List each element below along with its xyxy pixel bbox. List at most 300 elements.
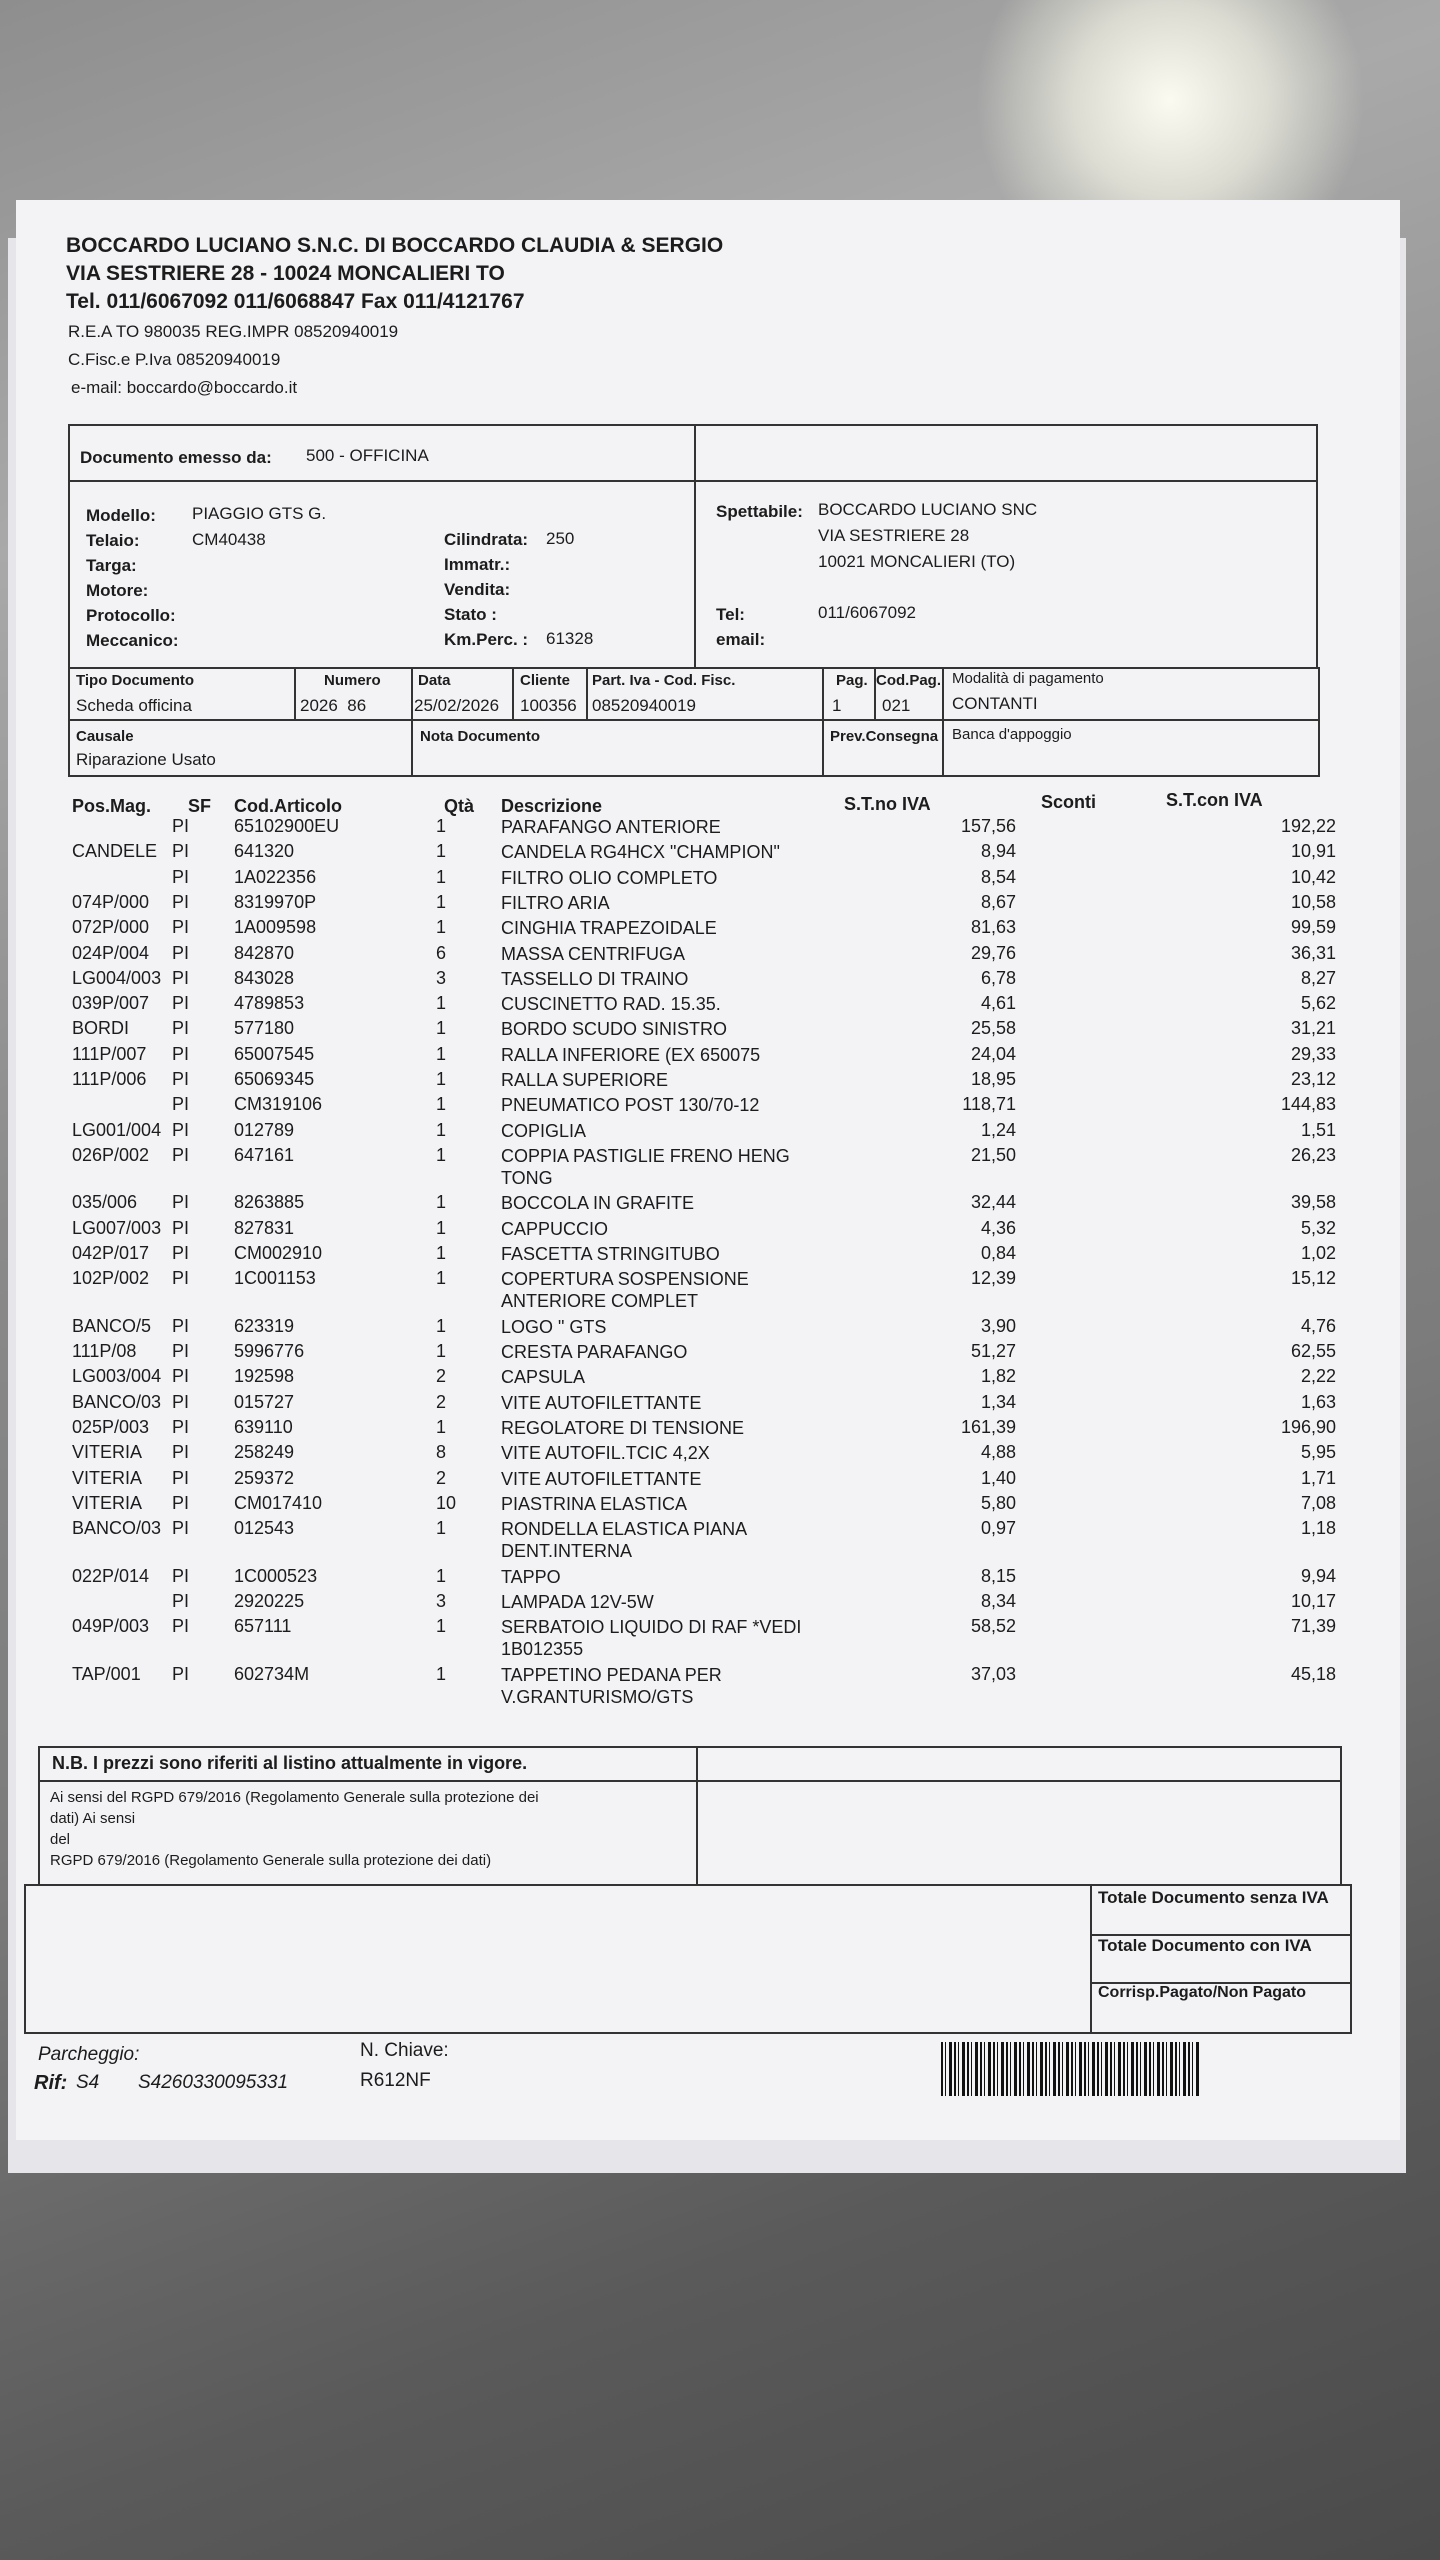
targa-label: Targa:: [86, 556, 137, 575]
row-total-iva: 10,17: [1290, 1591, 1336, 1611]
row-qty: 1: [436, 1616, 447, 1637]
causale-value: Riparazione Usato: [76, 750, 216, 769]
row-qty: 1: [436, 1417, 447, 1437]
row-pos: CANDELE: [72, 841, 158, 862]
row-article: 827831: [234, 1217, 295, 1238]
table-row: [16, 1442, 1400, 1467]
row-article: 1A022356: [234, 866, 317, 887]
table-row: [16, 841, 1400, 866]
row-article: 65069345: [234, 1069, 315, 1089]
row-total-iva: 10,91: [1290, 841, 1336, 862]
row-sf: PI: [172, 816, 190, 836]
row-article: 8263885: [234, 1192, 305, 1213]
row-pos: 102P/002: [72, 1268, 150, 1289]
modello-value: PIAGGIO GTS G.: [192, 504, 327, 523]
row-description: TASSELLO DI TRAINO: [501, 968, 689, 989]
row-pos: 049P/003: [72, 1616, 150, 1637]
row-pos: BANCO/03: [72, 1391, 162, 1412]
chiave-value: R612NF: [360, 2070, 431, 2091]
chiave-label: N. Chiave:: [360, 2040, 449, 2061]
row-pos: LG004/003: [72, 967, 162, 988]
table-row: [16, 1218, 1400, 1243]
row-total-no-iva: 21,50: [970, 1144, 1016, 1165]
row-total-iva: 71,39: [1290, 1616, 1336, 1637]
row-total-iva: 1,18: [1300, 1518, 1336, 1539]
table-row: [16, 1192, 1400, 1217]
row-qty: 1: [436, 816, 447, 836]
row-total-no-iva: 12,39: [970, 1268, 1016, 1289]
col-st: S.T.no IVA: [844, 794, 931, 814]
row-article: 1C000523: [234, 1565, 318, 1586]
row-description: FASCETTA STRINGITUBO: [501, 1244, 720, 1264]
row-article: CM017410: [234, 1492, 323, 1513]
row-sf: PI: [172, 1192, 190, 1213]
row-total-no-iva: 0,97: [980, 1518, 1016, 1539]
row-qty: 1: [436, 841, 447, 862]
row-qty: 8: [436, 1442, 447, 1463]
table-row: [16, 1591, 1400, 1616]
modalita-value: CONTANTI: [952, 694, 1038, 713]
prev-label: Prev.Consegna: [830, 728, 939, 745]
table-row: [16, 1417, 1400, 1442]
piva-value: 08520940019: [592, 696, 697, 715]
customer-street: VIA SESTRIERE 28: [818, 526, 970, 545]
row-qty: 1: [436, 1268, 447, 1289]
row-sf: PI: [172, 1467, 190, 1488]
row-description: CRESTA PARAFANGO: [501, 1342, 688, 1363]
row-article: 843028: [234, 967, 295, 988]
stato-label: Stato :: [444, 605, 497, 624]
row-sf: PI: [172, 942, 190, 963]
table-row: [16, 968, 1400, 993]
divider: [38, 1780, 1342, 1782]
divider: [294, 667, 296, 719]
row-total-no-iva: 161,39: [960, 1417, 1016, 1437]
protocollo-label: Protocollo:: [86, 606, 176, 625]
row-total-no-iva: 4,88: [980, 1442, 1016, 1463]
row-total-no-iva: 24,04: [970, 1043, 1016, 1064]
row-total-no-iva: 25,58: [970, 1018, 1016, 1039]
row-total-no-iva: 118,71: [962, 1094, 1016, 1115]
row-total-no-iva: 18,95: [970, 1069, 1016, 1089]
row-article: 602734M: [234, 1663, 310, 1684]
table-row: [16, 1493, 1400, 1518]
row-pos: VITERIA: [72, 1442, 143, 1463]
col-desc: Descrizione: [501, 796, 603, 816]
col-qta: Qtà: [444, 796, 475, 816]
row-pos: BANCO/5: [72, 1315, 152, 1336]
row-article: 012543: [234, 1518, 295, 1539]
row-total-iva: 5,95: [1300, 1442, 1336, 1463]
spettabile-label: Spettabile:: [716, 502, 803, 521]
gdpr-line-4: RGPD 679/2016 (Regolamento Generale sulla protezione dei dati): [50, 1852, 492, 1869]
immatr-label: Immatr.:: [444, 555, 511, 574]
row-qty: 1: [436, 1663, 447, 1684]
parcheggio-label: Parcheggio:: [38, 2044, 140, 2065]
row-sf: PI: [172, 1518, 190, 1539]
row-article: 65007545: [234, 1043, 315, 1064]
col-art: Cod.Articolo: [234, 796, 342, 816]
row-total-no-iva: 32,44: [970, 1192, 1016, 1213]
table-row: [16, 1468, 1400, 1493]
row-total-iva: 31,21: [1290, 1018, 1336, 1039]
row-pos: BANCO/03: [72, 1518, 162, 1539]
row-qty: 1: [436, 1144, 447, 1165]
row-qty: 1: [436, 1217, 447, 1238]
divider: [694, 424, 696, 669]
row-pos: 111P/006: [72, 1069, 147, 1089]
table-row: [16, 1316, 1400, 1341]
divider: [822, 667, 824, 777]
row-total-iva: 62,55: [1290, 1341, 1336, 1362]
row-sf: PI: [172, 1663, 190, 1684]
row-qty: 3: [436, 1591, 447, 1611]
row-qty: 2: [436, 1366, 447, 1387]
row-total-iva: 1,51: [1300, 1119, 1336, 1140]
row-article: 657111: [234, 1616, 292, 1637]
row-total-no-iva: 4,61: [980, 993, 1016, 1014]
customer-tel-label: Tel:: [716, 605, 745, 624]
table-row: [16, 1144, 1400, 1188]
row-qty: 2: [436, 1467, 447, 1488]
row-total-iva: 39,58: [1290, 1192, 1336, 1213]
km-value: 61328: [546, 629, 594, 648]
row-qty: 1: [436, 1119, 447, 1140]
row-pos: BORDI: [72, 1018, 130, 1039]
row-qty: 1: [436, 1094, 447, 1115]
row-qty: 6: [436, 942, 447, 963]
row-pos: TAP/001: [72, 1663, 141, 1684]
row-article: 2920225: [234, 1591, 305, 1611]
km-label: Km.Perc. :: [444, 630, 529, 649]
row-qty: 1: [436, 1341, 447, 1362]
row-sf: PI: [172, 1094, 190, 1115]
nota-label: Nota Documento: [420, 728, 540, 745]
table-row: [16, 1094, 1400, 1119]
row-pos: LG003/004: [72, 1366, 162, 1387]
rif-code: S4260330095331: [138, 2072, 289, 2093]
row-article: 192598: [234, 1366, 295, 1387]
row-total-iva: 196,90: [1280, 1417, 1336, 1437]
row-sf: PI: [172, 1442, 190, 1463]
corrisp-label: Corrisp.Pagato/Non Pagato: [1098, 1984, 1307, 2001]
row-description-cont: 1B012355: [501, 1639, 584, 1660]
row-total-no-iva: 0,84: [980, 1243, 1016, 1263]
row-article: 012789: [234, 1119, 295, 1140]
row-description: BORDO SCUDO SINISTRO: [501, 1019, 728, 1040]
row-sf: PI: [172, 1043, 190, 1064]
table-row: [16, 917, 1400, 942]
modello-label: Modello:: [86, 506, 156, 525]
row-qty: 1: [436, 917, 447, 938]
row-total-no-iva: 6,78: [980, 967, 1016, 988]
codpag-value: 021: [882, 696, 911, 715]
row-article: 1A009598: [234, 917, 317, 938]
row-sf: PI: [172, 1018, 190, 1039]
row-sf: PI: [172, 1268, 190, 1289]
row-description: RALLA SUPERIORE: [501, 1070, 669, 1090]
numero-value: 2026 86: [300, 696, 367, 715]
row-qty: 1: [436, 891, 447, 912]
row-article: 623319: [234, 1315, 295, 1336]
row-description: COPIGLIA: [501, 1120, 587, 1141]
row-description: RONDELLA ELASTICA PIANA: [501, 1519, 748, 1540]
row-sf: PI: [172, 866, 190, 887]
divider: [942, 667, 944, 777]
row-description: CAPPUCCIO: [501, 1218, 609, 1239]
divider: [586, 667, 588, 719]
row-qty: 1: [436, 1192, 447, 1213]
row-article: 577180: [234, 1018, 295, 1039]
row-pos: 035/006: [72, 1192, 138, 1213]
table-row: [16, 1392, 1400, 1417]
row-article: 65102900EU: [234, 816, 340, 836]
row-qty: 1: [436, 1565, 447, 1586]
rif-label: Rif:: [34, 2072, 68, 2094]
row-sf: PI: [172, 891, 190, 912]
rif-value: S4: [76, 2072, 100, 2093]
table-row: [16, 1044, 1400, 1069]
row-article: 647161: [234, 1144, 295, 1165]
row-total-no-iva: 8,94: [980, 841, 1016, 862]
row-total-no-iva: 3,90: [980, 1315, 1016, 1336]
row-pos: 072P/000: [72, 917, 150, 938]
row-article: CM319106: [234, 1094, 323, 1115]
row-qty: 1: [436, 1043, 447, 1064]
row-total-no-iva: 58,52: [970, 1616, 1016, 1637]
row-total-no-iva: 1,24: [980, 1119, 1016, 1140]
row-sf: PI: [172, 1243, 190, 1263]
row-total-no-iva: 8,54: [980, 866, 1016, 887]
customer-tel: 011/6067092: [818, 603, 917, 622]
row-sf: PI: [172, 1315, 190, 1336]
table-row: [16, 867, 1400, 892]
row-sf: PI: [172, 917, 190, 938]
table-row: [16, 1268, 1400, 1312]
row-description: REGOLATORE DI TENSIONE: [501, 1418, 745, 1438]
row-pos: 024P/004: [72, 942, 150, 963]
codpag-label: Cod.Pag.: [876, 672, 942, 689]
issued-value: 500 - OFFICINA: [306, 446, 429, 465]
row-pos: 025P/003: [72, 1417, 150, 1437]
row-description: FILTRO ARIA: [501, 892, 610, 913]
row-total-no-iva: 8,67: [980, 891, 1016, 912]
row-sf: PI: [172, 967, 190, 988]
table-row: [16, 1616, 1400, 1660]
row-sf: PI: [172, 1119, 190, 1140]
motore-label: Motore:: [86, 581, 149, 600]
telaio-value: CM40438: [192, 530, 266, 549]
row-description-cont: DENT.INTERNA: [501, 1541, 633, 1562]
row-sf: PI: [172, 1591, 190, 1611]
numero-label: Numero: [324, 672, 381, 689]
row-pos: 042P/017: [72, 1243, 150, 1263]
row-description-cont: TONG: [501, 1167, 553, 1188]
table-row: [16, 943, 1400, 968]
row-total-iva: 26,23: [1290, 1144, 1336, 1165]
row-sf: PI: [172, 1144, 190, 1165]
issued-label: Documento emesso da:: [80, 448, 272, 467]
row-description: LOGO " GTS: [501, 1316, 607, 1337]
row-description: BOCCOLA IN GRAFITE: [501, 1193, 695, 1214]
row-article: 842870: [234, 942, 295, 963]
cliente-label: Cliente: [520, 672, 571, 689]
row-description: VITE AUTOFILETTANTE: [501, 1468, 702, 1489]
row-description: FILTRO OLIO COMPLETO: [501, 867, 718, 888]
gdpr-line-3: del: [50, 1831, 71, 1848]
total-no-iva-label: Totale Documento senza IVA: [1098, 1888, 1329, 1907]
data-label: Data: [418, 672, 451, 689]
row-pos: VITERIA: [72, 1467, 143, 1488]
row-article: 259372: [234, 1467, 295, 1488]
row-total-iva: 2,22: [1300, 1366, 1336, 1387]
table-row: [16, 1341, 1400, 1366]
modalita-label: Modalità di pagamento: [952, 670, 1104, 687]
row-article: 1C001153: [234, 1268, 316, 1289]
row-sf: PI: [172, 993, 190, 1014]
row-pos: 039P/007: [72, 993, 150, 1014]
row-total-iva: 36,31: [1290, 942, 1336, 963]
row-description-cont: ANTERIORE COMPLET: [501, 1291, 699, 1312]
table-row: [16, 892, 1400, 917]
customer-city: 10021 MONCALIERI (TO): [818, 552, 1016, 571]
row-sf: PI: [172, 1417, 190, 1437]
divider: [696, 1746, 698, 1886]
row-description: PARAFANGO ANTERIORE: [501, 817, 721, 837]
row-description: CAPSULA: [501, 1367, 586, 1388]
row-pos: 026P/002: [72, 1144, 150, 1165]
row-qty: 10: [436, 1492, 457, 1513]
row-pos: LG007/003: [72, 1217, 162, 1238]
row-pos: 111P/08: [72, 1341, 137, 1362]
row-qty: 2: [436, 1391, 447, 1412]
row-total-no-iva: 37,03: [970, 1663, 1016, 1684]
row-description-cont: V.GRANTURISMO/GTS: [501, 1686, 694, 1707]
row-sf: PI: [172, 1341, 190, 1362]
col-iva: S.T.con IVA: [1166, 790, 1263, 810]
row-description: CUSCINETTO RAD. 15.35.: [501, 994, 721, 1015]
row-article: 5996776: [234, 1341, 305, 1362]
row-total-iva: 8,27: [1300, 967, 1336, 988]
table-row: [16, 1243, 1400, 1268]
company-address: VIA SESTRIERE 28 - 10024 MONCALIERI TO: [66, 262, 505, 285]
telaio-label: Telaio:: [86, 531, 140, 550]
table-row: [16, 1663, 1400, 1707]
row-total-iva: 4,76: [1300, 1315, 1336, 1336]
row-description: PIASTRINA ELASTICA: [501, 1493, 688, 1514]
row-total-iva: 1,71: [1300, 1467, 1336, 1488]
row-sf: PI: [172, 1616, 190, 1637]
row-pos: LG001/004: [72, 1119, 162, 1140]
row-sf: PI: [172, 1217, 190, 1238]
company-cf: C.Fisc.e P.Iva 08520940019: [68, 350, 281, 369]
table-row: [16, 1566, 1400, 1591]
tipo-label: Tipo Documento: [76, 672, 195, 689]
row-total-iva: 144,83: [1280, 1094, 1336, 1115]
row-article: 8319970P: [234, 891, 317, 912]
row-sf: PI: [172, 841, 190, 862]
total-iva-label: Totale Documento con IVA: [1098, 1936, 1312, 1955]
row-total-no-iva: 157,56: [960, 816, 1016, 836]
row-description: SERBATOIO LIQUIDO DI RAF *VEDI: [501, 1617, 802, 1638]
row-total-no-iva: 81,63: [970, 917, 1016, 938]
divider: [411, 667, 413, 777]
row-pos: VITERIA: [72, 1492, 143, 1513]
row-description: COPPIA PASTIGLIE FRENO HENG: [501, 1145, 790, 1166]
cilindrata-label: Cilindrata:: [444, 530, 529, 549]
row-total-no-iva: 8,15: [980, 1565, 1016, 1586]
pag-label: Pag.: [836, 672, 868, 689]
table-row: [16, 1069, 1400, 1094]
row-total-iva: 29,33: [1290, 1043, 1336, 1064]
table-row: [16, 816, 1400, 841]
row-sf: PI: [172, 1069, 190, 1089]
row-total-iva: 10,58: [1290, 891, 1336, 912]
row-total-iva: 9,94: [1300, 1565, 1336, 1586]
cliente-value: 100356: [520, 696, 577, 715]
row-article: 641320: [234, 841, 295, 862]
gdpr-line-2: dati) Ai sensi: [50, 1810, 136, 1827]
row-qty: 1: [436, 1069, 447, 1089]
table-row: [16, 1366, 1400, 1391]
row-total-iva: 10,42: [1290, 866, 1336, 887]
col-sf: SF: [188, 796, 212, 816]
row-total-iva: 23,12: [1290, 1069, 1336, 1089]
row-sf: PI: [172, 1366, 190, 1387]
gdpr-line-1: Ai sensi del RGPD 679/2016 (Regolamento Generale sulla protezione dei: [50, 1789, 539, 1806]
row-description: CINGHIA TRAPEZOIDALE: [501, 918, 717, 939]
col-sconti: Sconti: [1041, 792, 1097, 812]
row-qty: 1: [436, 866, 447, 887]
row-sf: PI: [172, 1565, 190, 1586]
row-total-iva: 1,02: [1300, 1243, 1336, 1263]
row-description: TAPPO: [501, 1566, 561, 1587]
row-qty: 3: [436, 967, 447, 988]
divider: [68, 719, 1320, 721]
row-description: VITE AUTOFILETTANTE: [501, 1392, 702, 1413]
data-value: 25/02/2026: [414, 696, 500, 715]
row-total-no-iva: 1,40: [980, 1467, 1016, 1488]
company-rea: R.E.A TO 980035 REG.IMPR 08520940019: [68, 322, 399, 341]
row-qty: 1: [436, 1315, 447, 1336]
table-row: [16, 1018, 1400, 1043]
row-total-no-iva: 51,27: [970, 1341, 1016, 1362]
tipo-value: Scheda officina: [76, 696, 192, 715]
company-name: BOCCARDO LUCIANO S.N.C. DI BOCCARDO CLAUDIA & SERGIO: [66, 234, 724, 257]
divider: [68, 480, 1318, 482]
barcode: [941, 2042, 1201, 2096]
col-pos: Pos.Mag.: [72, 796, 152, 816]
cilindrata-value: 250: [546, 529, 575, 548]
customer-name: BOCCARDO LUCIANO SNC: [818, 500, 1038, 519]
row-qty: 1: [436, 1518, 447, 1539]
row-description: LAMPADA 12V-5W: [501, 1592, 654, 1612]
row-total-iva: 7,08: [1300, 1492, 1336, 1513]
row-total-no-iva: 1,82: [980, 1366, 1016, 1387]
divider: [1090, 1884, 1092, 2034]
row-article: 4789853: [234, 993, 305, 1014]
table-row: [16, 1518, 1400, 1562]
row-pos: 022P/014: [72, 1565, 150, 1586]
document-sheet: [16, 200, 1400, 2140]
table-row: [16, 1120, 1400, 1145]
row-qty: 1: [436, 1243, 447, 1263]
row-total-no-iva: 4,36: [980, 1217, 1016, 1238]
row-total-no-iva: 8,34: [980, 1591, 1016, 1611]
row-total-iva: 15,12: [1290, 1268, 1336, 1289]
customer-email-label: email:: [716, 630, 766, 649]
row-total-iva: 192,22: [1280, 816, 1336, 836]
